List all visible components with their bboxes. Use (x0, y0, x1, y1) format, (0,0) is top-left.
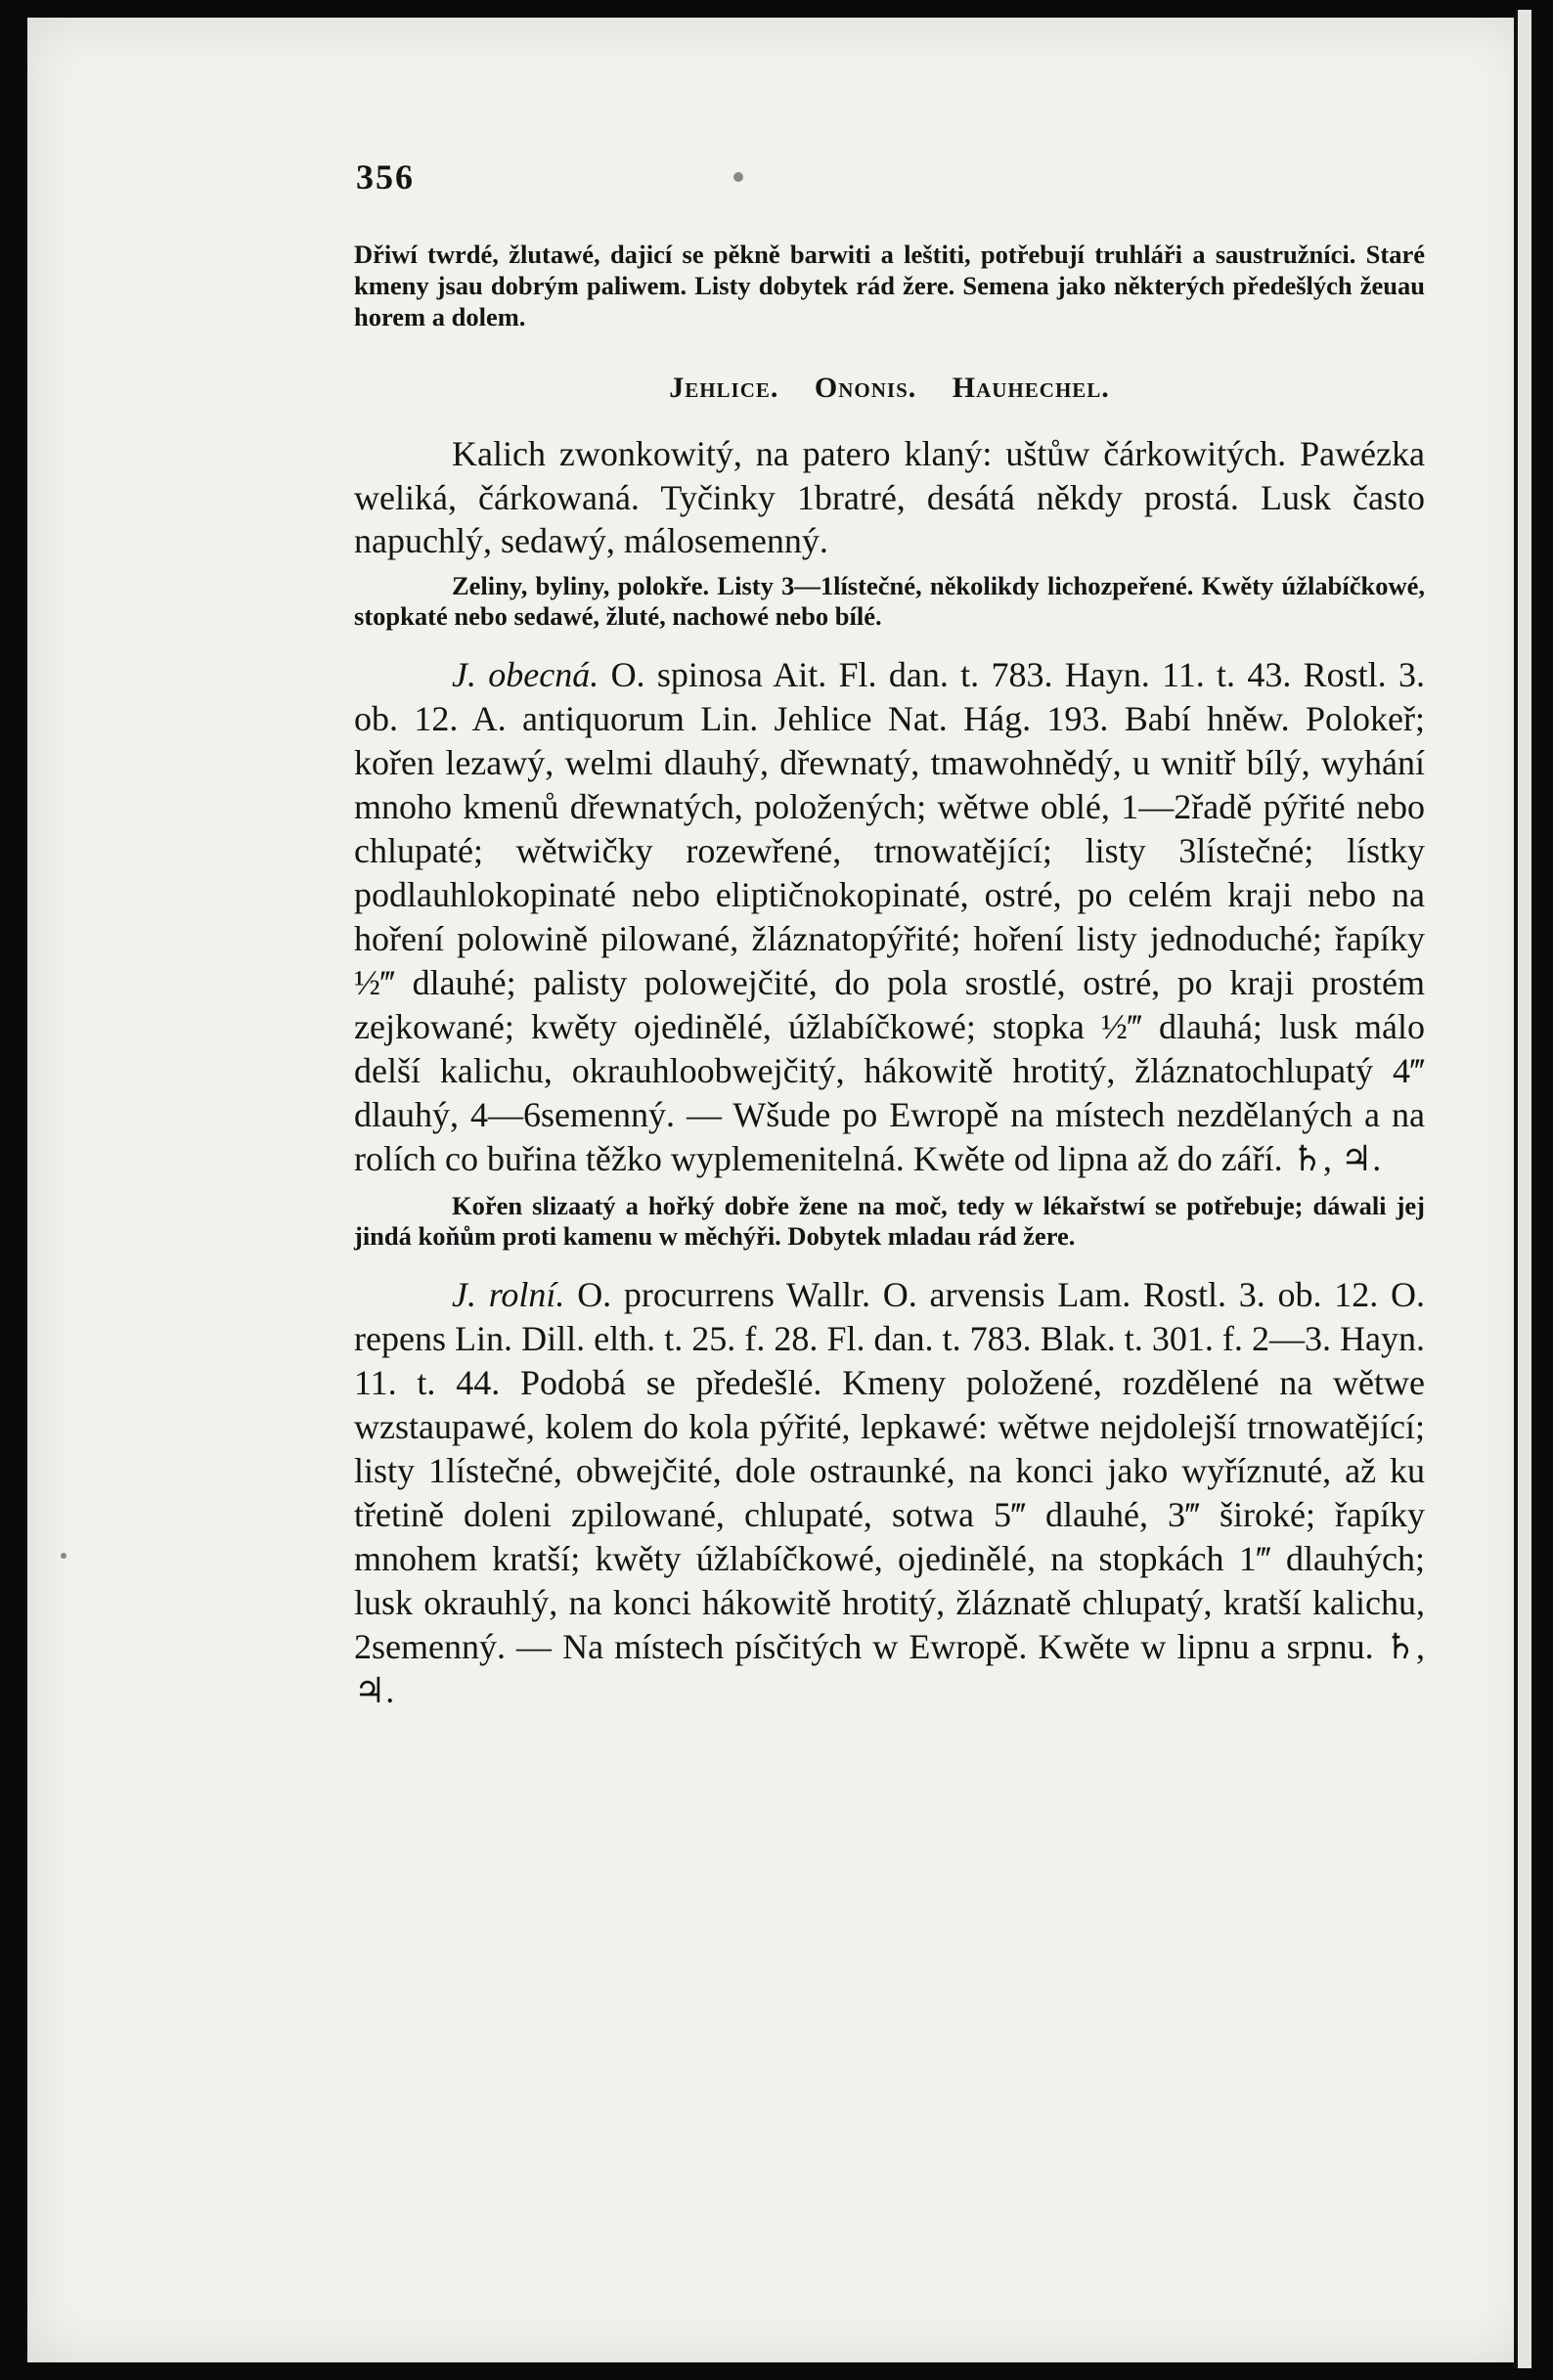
species-2-text: O. procurrens Wallr. O. arvensis Lam. Rostl. 3. ob. 12. O. repens Lin. Dill. elth. t. 25. f. 28. Fl. dan. t. 783. Blak. t. 301. f. 2—3. Hayn. 11. t. 44. Podobá se předešlé. Kmeny položené, rozdělené na wětwe wzstaupawé, kolem do kola pýřité, lepkawé: wětwe nejdolejší trnowatějící; listy 1lístečné, obwejčité, dole ostraunké, na konci jako wyříznuté, až ku třetině doleni zpilowané, chlupaté, sotwa 5‴ dlauhé, 3‴ široké; řapíky mnohem kratší; kwěty úžlabíčkowé, ojedinělé, na stopkách 1‴ dlauhých; lusk okrauhlý, na konci hákowitě hrotitý, žláznatě chlupatý, kratší kalichu, 2semenný. — Na místech písčitých w Ewropě. Kwěte w lipnu a srpnu. ♄, ♃. (354, 1274, 1426, 1710)
intro-paragraph: Dřiwí twrdé, žlutawé, dajicí se pěkně barwiti a leštiti, potřebují truhláři a saustružníci. Staré kmeny jsau dobrým paliwem. Listy dobytek rád žere. Semena jako některých předešlých žeuau horem a dolem. (354, 240, 1425, 331)
page-edge (1514, 10, 1531, 2368)
genus-heading (354, 372, 1425, 405)
species-1-name: J. obecná. (452, 654, 599, 694)
species-1-note: Kořen slizaatý a hořký dobře žene na moč, tedy w lékařstwí se potřebuje; dáwali jej jindá koňům proti kamenu w měchýři. Dobytek mladau rád žere. (354, 1190, 1425, 1251)
heading-latin: Ononis. (814, 372, 917, 404)
genus-note: Zeliny, byliny, polokře. Listy 3—1lístečné, několikdy lichozpeřené. Kwěty úžlabíčkowé, stopkaté nebo sedawé, žluté, nachowé nebo bílé. (354, 570, 1425, 631)
genus-description: Kalich zwonkowitý, na patero klaný: uštůw čárkowitých. Pawézka weliká, čárkowaná. Tyčinky 1bratré, desátá někdy prostá. Lusk často napuchlý, sedawý, málosemenný. (354, 434, 1425, 560)
paper-speck (61, 1553, 67, 1559)
page-number: 356 (356, 157, 415, 197)
species-entry-2 (354, 1273, 1425, 1713)
species-entry-1 (354, 653, 1425, 1181)
page-content (354, 147, 1425, 1713)
species-2-name: J. rolní. (452, 1274, 565, 1314)
heading-german: Hauhechel. (952, 372, 1110, 404)
heading-czech: Jehlice. (669, 372, 779, 404)
species-1-text: O. spinosa Ait. Fl. dan. t. 783. Hayn. 11. t. 43. Rostl. 3. ob. 12. A. antiquorum Lin. Jehlice Nat. Hág. 193. Babí hněw. Polokeř; kořen lezawý, welmi dlauhý, dřewnatý, tmawohnědý, u wnitř bílý, wyhání mnoho kmenů dřewnatých, položených; wětwe oblé, 1—2řadě pýřité nebo chlupaté; wětwičky rozewřené, trnowatějící; listy 3lístečné; lístky podlauhlokopinaté nebo eliptičnokopinaté, ostré, po celém kraji nebo na hoření polowině pilowané, žláznatopýřité; hoření listy jednoduché; řapíky ½‴ dlauhé; palisty polowejčité, do pola srostlé, ostré, po kraji prostém zejkowané; kwěty ojedinělé, úžlabíčkowé; stopka ½‴ dlauhá; lusk málo delší kalichu, okrauhloobwejčitý, hákowitě hrotitý, žláznatochlupatý 4‴ dlauhý, 4—6semenný. — Wšude po Ewropě na místech nezdělaných a na rolích co buřina těžko wyplemenitelná. Kwěte od lipna až do září. ♄, ♃. (354, 654, 1425, 1178)
